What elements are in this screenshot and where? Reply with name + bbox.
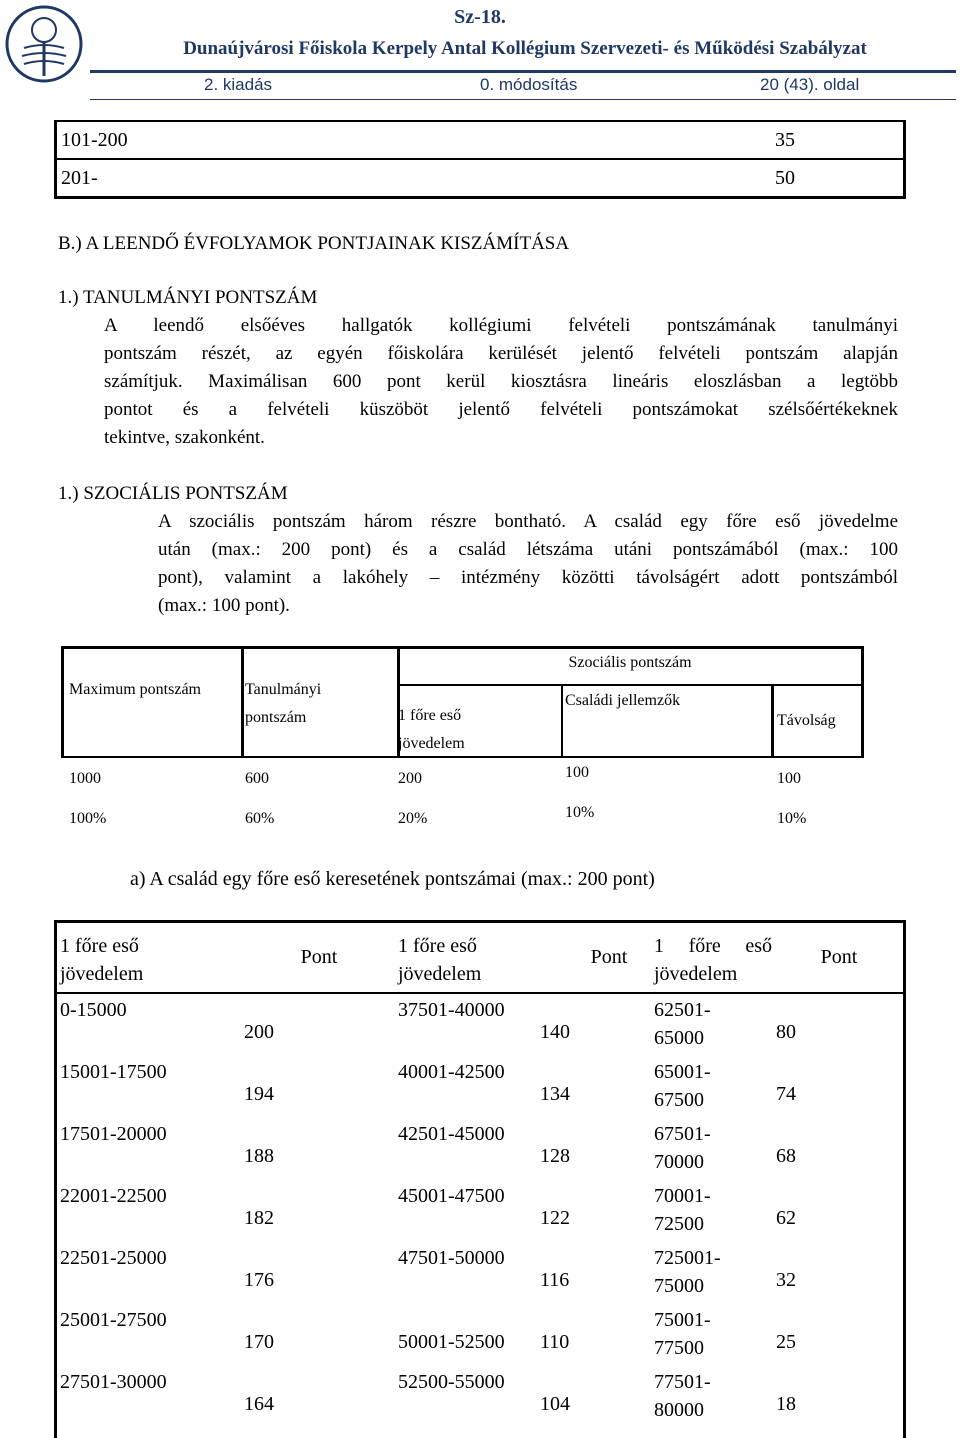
- modification-label: 0. módosítás: [480, 75, 578, 94]
- percent-income: 20%: [398, 810, 428, 827]
- income-cell: 70001- 72500: [654, 1182, 711, 1238]
- value-max: 1000: [69, 770, 101, 787]
- income-cell: 37501-40000: [398, 999, 505, 1021]
- percent-max: 100%: [69, 810, 107, 827]
- points-cell: 62: [776, 1207, 796, 1229]
- study-paragraph: [104, 312, 898, 452]
- points-cell: 200: [244, 1021, 274, 1043]
- income-cell: 27501-30000: [60, 1371, 167, 1393]
- income-cell: 50001-52500: [398, 1331, 505, 1353]
- points-range-table: [54, 120, 906, 199]
- income-cell: 25001-27500: [60, 1309, 167, 1331]
- percent-distance: 10%: [777, 810, 807, 827]
- income-cell-continuation: 70000: [654, 1151, 704, 1173]
- points-cell: 164: [244, 1393, 274, 1415]
- income-cell: 65001- 67500: [654, 1058, 711, 1114]
- points-cell: 182: [244, 1207, 274, 1229]
- table-row: [56, 159, 905, 198]
- points-cell: 170: [244, 1331, 274, 1353]
- points-cell: 134: [540, 1083, 570, 1105]
- header-family: Családi jellemzők: [565, 692, 681, 709]
- section-b-heading: B.) A LEENDŐ ÉVFOLYAMOK PONTJAINAK KISZÁMÍTÁSA: [58, 233, 570, 254]
- points-cell: 68: [776, 1145, 796, 1167]
- header-max-score: Maximum pontszám: [69, 681, 201, 698]
- percent-study: 60%: [245, 810, 275, 827]
- header-income-3: 1 főre eső jövedelem: [654, 935, 772, 985]
- points-cell: 116: [540, 1269, 570, 1291]
- income-cell-continuation: 72500: [654, 1213, 704, 1235]
- points-cell: 35: [771, 121, 905, 159]
- income-cell: 75001- 77500: [654, 1306, 711, 1362]
- document-title: Dunaújvárosi Főiskola Kerpely Antal Kollégium Szervezeti- és Működési Szabályzat: [183, 38, 867, 59]
- header-pont-1: Pont: [300, 946, 338, 968]
- header-income: 1 főre eső jövedelem: [398, 707, 465, 752]
- points-cell: 176: [244, 1269, 274, 1291]
- header-pont-3: Pont: [820, 946, 858, 968]
- header-distance: Távolság: [777, 712, 836, 729]
- value-study: 600: [245, 770, 269, 787]
- income-cell: 67501- 70000: [654, 1120, 711, 1176]
- header-bottom-divider: [90, 99, 956, 100]
- header-study-score: Tanulmányi pontszám: [245, 681, 322, 726]
- income-cell-continuation: 80000: [654, 1399, 704, 1421]
- income-table-caption: a) A család egy főre eső keresetének pontszámai (max.: 200 pont): [130, 868, 655, 890]
- income-cell: 22001-22500: [60, 1185, 167, 1207]
- value-distance: 100: [777, 770, 801, 787]
- income-cell-continuation: 67500: [654, 1089, 704, 1111]
- social-paragraph: [158, 508, 898, 620]
- points-cell: 194: [244, 1083, 274, 1105]
- paragraph-line: (max.: 100 pont).: [158, 595, 290, 616]
- points-cell: 18: [776, 1393, 796, 1415]
- header-divider: [90, 70, 956, 73]
- table-row: [56, 121, 905, 159]
- paragraph-line: pont), valamint a lakóhely – intézmény közötti távolságért adott pontszámból: [158, 567, 898, 588]
- range-cell: 101-200: [56, 121, 772, 159]
- income-cell: 77501- 80000: [654, 1368, 711, 1424]
- points-cell: 80: [776, 1021, 796, 1043]
- income-cell-continuation: 77500: [654, 1337, 704, 1359]
- paragraph-line: számítjuk. Maximálisan 600 pont kerül kiosztásra lineáris eloszlásban a legtöbb: [104, 371, 898, 392]
- income-cell: 0-15000: [60, 999, 127, 1021]
- income-points-table: [54, 920, 906, 1438]
- points-cell: 50: [771, 159, 905, 198]
- points-cell: 74: [776, 1083, 796, 1105]
- points-cell: 140: [540, 1021, 570, 1043]
- header-social-score: Szociális pontszám: [568, 654, 692, 671]
- points-cell: 104: [540, 1393, 570, 1415]
- page-number: 20 (43). oldal: [760, 75, 860, 94]
- points-cell: 25: [776, 1331, 796, 1353]
- income-cell: 22501-25000: [60, 1247, 167, 1269]
- paragraph-line: A szociális pontszám három részre bontható. A család egy főre eső jövedelme: [158, 511, 898, 532]
- points-cell: 110: [540, 1331, 570, 1353]
- income-cell: 47501-50000: [398, 1247, 505, 1269]
- header-income-2: 1 főre eső jövedelem: [398, 935, 482, 985]
- points-cell: 128: [540, 1145, 570, 1167]
- points-cell: 122: [540, 1207, 570, 1229]
- income-cell: 45001-47500: [398, 1185, 505, 1207]
- income-cell: 725001- 75000: [654, 1244, 721, 1300]
- percent-family: 10%: [565, 804, 595, 821]
- summary-table: [61, 646, 863, 840]
- income-cell: 42501-45000: [398, 1123, 505, 1145]
- value-family: 100: [565, 764, 589, 781]
- value-income: 200: [398, 770, 422, 787]
- edition-label: 2. kiadás: [204, 75, 273, 94]
- income-cell: 52500-55000: [398, 1371, 505, 1393]
- document-code: Sz-18.: [454, 6, 506, 28]
- social-heading: 1.) SZOCIÁLIS PONTSZÁM: [58, 483, 288, 504]
- paragraph-line: pontot és a felvételi küszöböt jelentő felvételi pontszámokat szélsőértékeknek: [104, 399, 898, 420]
- income-cell: 40001-42500: [398, 1061, 505, 1083]
- income-cell: 15001-17500: [60, 1061, 167, 1083]
- points-cell: 188: [244, 1145, 274, 1167]
- income-cell-continuation: 75000: [654, 1275, 704, 1297]
- income-cell: 62501- 65000: [654, 996, 711, 1052]
- header-income-1: 1 főre eső jövedelem: [60, 935, 144, 985]
- study-heading: 1.) TANULMÁNYI PONTSZÁM: [58, 287, 318, 308]
- paragraph-line: után (max.: 200 pont) és a család létszáma utáni pontszámából (max.: 100: [158, 539, 898, 560]
- paragraph-line: A leendő elsőéves hallgatók kollégiumi felvételi pontszámának tanulmányi: [104, 315, 898, 336]
- income-cell-continuation: 65000: [654, 1027, 704, 1049]
- income-cell: 17501-20000: [60, 1123, 167, 1145]
- paragraph-line: pontszám részét, az egyén főiskolára kerülését jelentő felvételi pontszám alapján: [104, 343, 898, 364]
- paragraph-line: tekintve, szakonként.: [104, 427, 265, 448]
- points-cell: 32: [776, 1269, 796, 1291]
- range-cell: 201-: [56, 159, 772, 198]
- header-pont-2: Pont: [590, 946, 628, 968]
